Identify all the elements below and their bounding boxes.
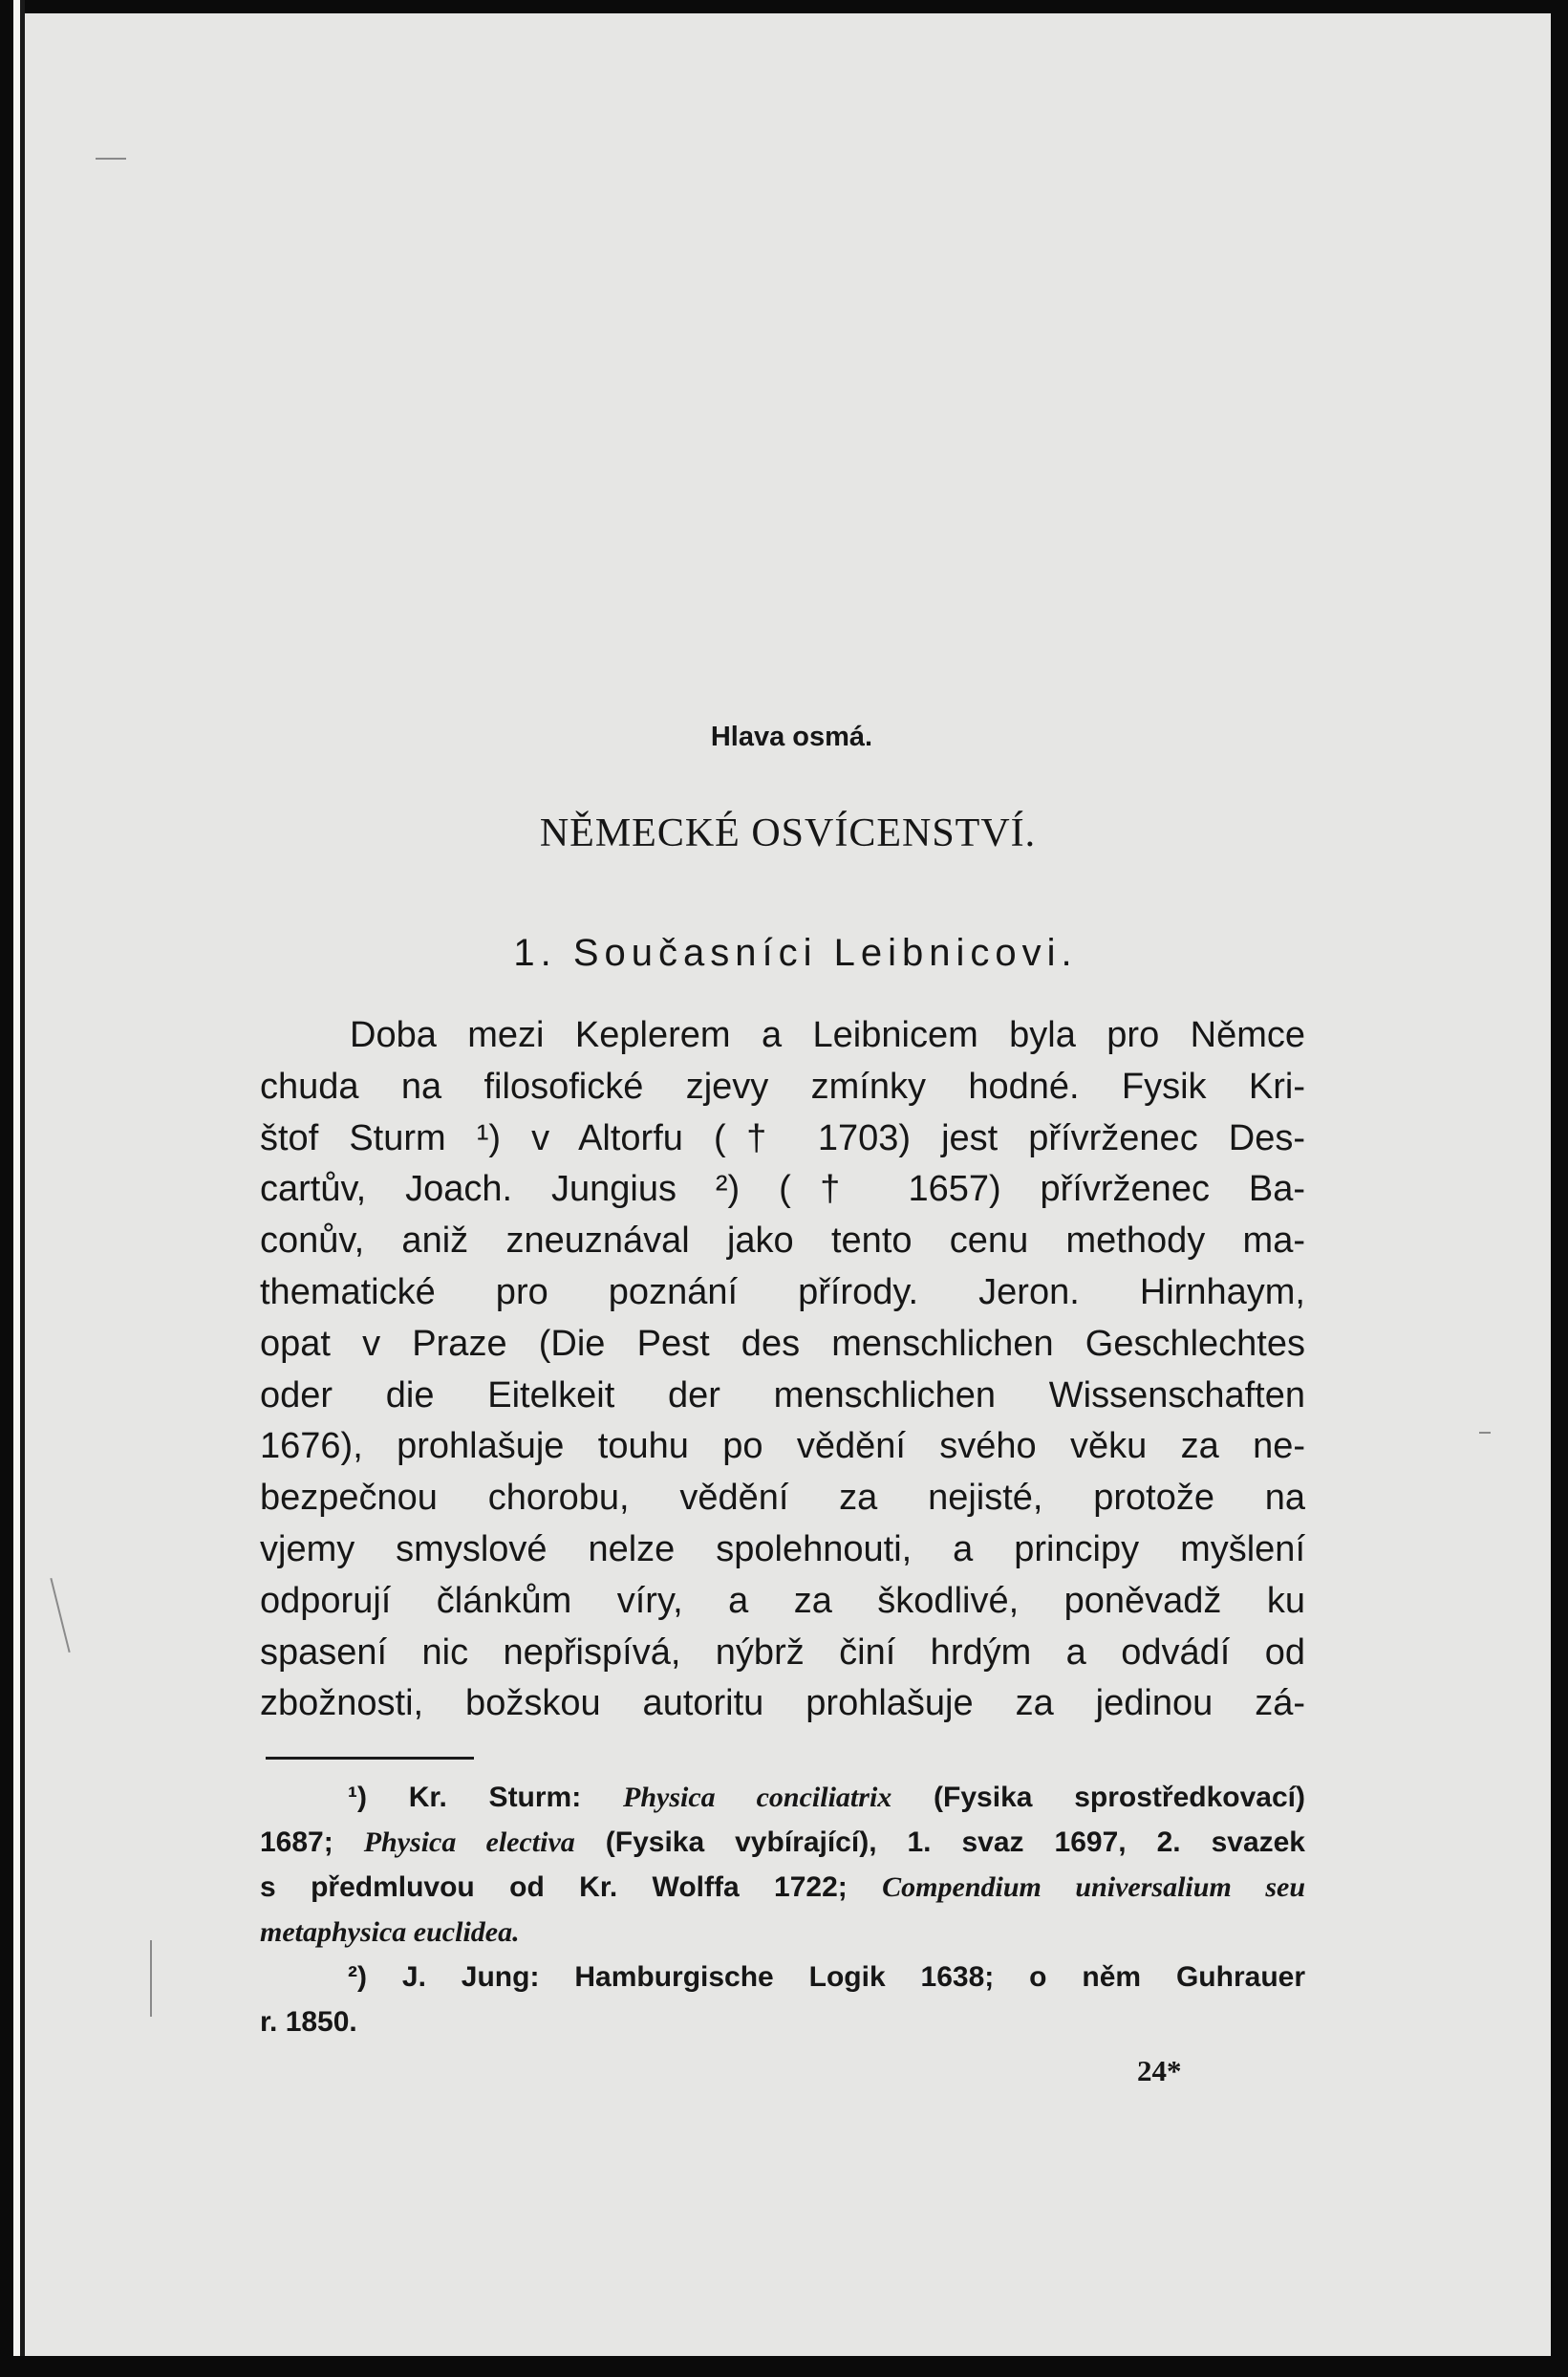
- body-line: odporují článkům víry, a za škodlivé, poněvadž ku: [260, 1580, 1305, 1621]
- footnote-line: r. 1850.: [260, 2006, 357, 2038]
- scan-speck: [150, 1940, 152, 2017]
- scan-speck: [1479, 1432, 1491, 1434]
- footnote-line: [260, 1865, 1305, 1910]
- chapter-label: Hlava osmá.: [710, 722, 873, 752]
- scan-speck: [50, 1578, 70, 1653]
- footnote-title: Compendium universalium seu: [882, 1871, 1305, 1903]
- section-title: 1. Současníci Leibnicovi.: [513, 932, 1078, 974]
- footnote-line: [260, 1910, 1305, 1955]
- body-line: chuda na filosofické zjevy zmínky hodné. Fysik Kri-: [260, 1066, 1305, 1107]
- body-line: cartův, Joach. Jungius ²) († 1657) přívrženec Ba-: [260, 1169, 1305, 1210]
- chapter-title: NĚMECKÉ OSVÍCENSTVÍ.: [539, 811, 1037, 855]
- scan-border-left-gap: [13, 0, 20, 2377]
- footnotes: [260, 1775, 1305, 2044]
- body-line: thematické pro poznání přírody. Jeron. Hirnhaym,: [260, 1271, 1305, 1312]
- footnote-line: [260, 1775, 1305, 1820]
- body-line: oder die Eitelkeit der menschlichen Wissenschaften: [260, 1374, 1305, 1415]
- body-line: vjemy smyslové nelze spolehnouti, a principy myšlení: [260, 1528, 1305, 1569]
- body-paragraph: [260, 1010, 1305, 1730]
- body-line: bezpečnou chorobu, vědění za nejisté, protože na: [260, 1478, 1305, 1519]
- scan-speck: [96, 158, 126, 160]
- footnote-separator: [266, 1757, 474, 1760]
- footnote-text: (Fysika sprostředkovací): [891, 1782, 1305, 1813]
- footnote-title: Physica electiva: [363, 1826, 575, 1858]
- body-line: opat v Praze (Die Pest des menschlichen Geschlechtes: [260, 1323, 1305, 1364]
- scan-border-top: [0, 0, 1568, 13]
- body-line: spasení nic nepřispívá, nýbrž činí hrdým a odvádí od: [260, 1631, 1305, 1673]
- body-line: 1676), prohlašuje touhu po vědění svého věku za ne-: [260, 1426, 1305, 1467]
- scan-border-bottom: [0, 2356, 1568, 2377]
- scan-border-left-inner: [20, 0, 25, 2377]
- footnote-title: metaphysica euclidea.: [260, 1916, 520, 1948]
- footnote-text: (Fysika vybírající), 1. svaz 1697, 2. svazek: [574, 1826, 1305, 1858]
- body-line: Doba mezi Keplerem a Leibnicem byla pro Němce: [350, 1015, 1305, 1055]
- footnote-text: 1687;: [260, 1826, 364, 1858]
- body-line: zbožnosti, božskou autoritu prohlašuje za jedinou zá-: [260, 1683, 1305, 1724]
- scan-border-left: [0, 0, 13, 2377]
- footnote-line: [260, 1820, 1305, 1865]
- footnote-text: s předmluvou od Kr. Wolffa 1722;: [260, 1871, 883, 1903]
- footnote-title: Physica conciliatrix: [623, 1782, 892, 1813]
- page-number: 24*: [1137, 2054, 1182, 2087]
- scan-border-right: [1551, 0, 1568, 2377]
- footnote-text: ¹) Kr. Sturm:: [348, 1782, 624, 1813]
- body-line: conův, aniž zneuznával jako tento cenu methody ma-: [260, 1221, 1305, 1262]
- footnote-line: ²) J. Jung: Hamburgische Logik 1638; o něm Guhrauer: [348, 1961, 1305, 1993]
- body-line: štof Sturm ¹) v Altorfu († 1703) jest přívrženec Des-: [260, 1117, 1305, 1158]
